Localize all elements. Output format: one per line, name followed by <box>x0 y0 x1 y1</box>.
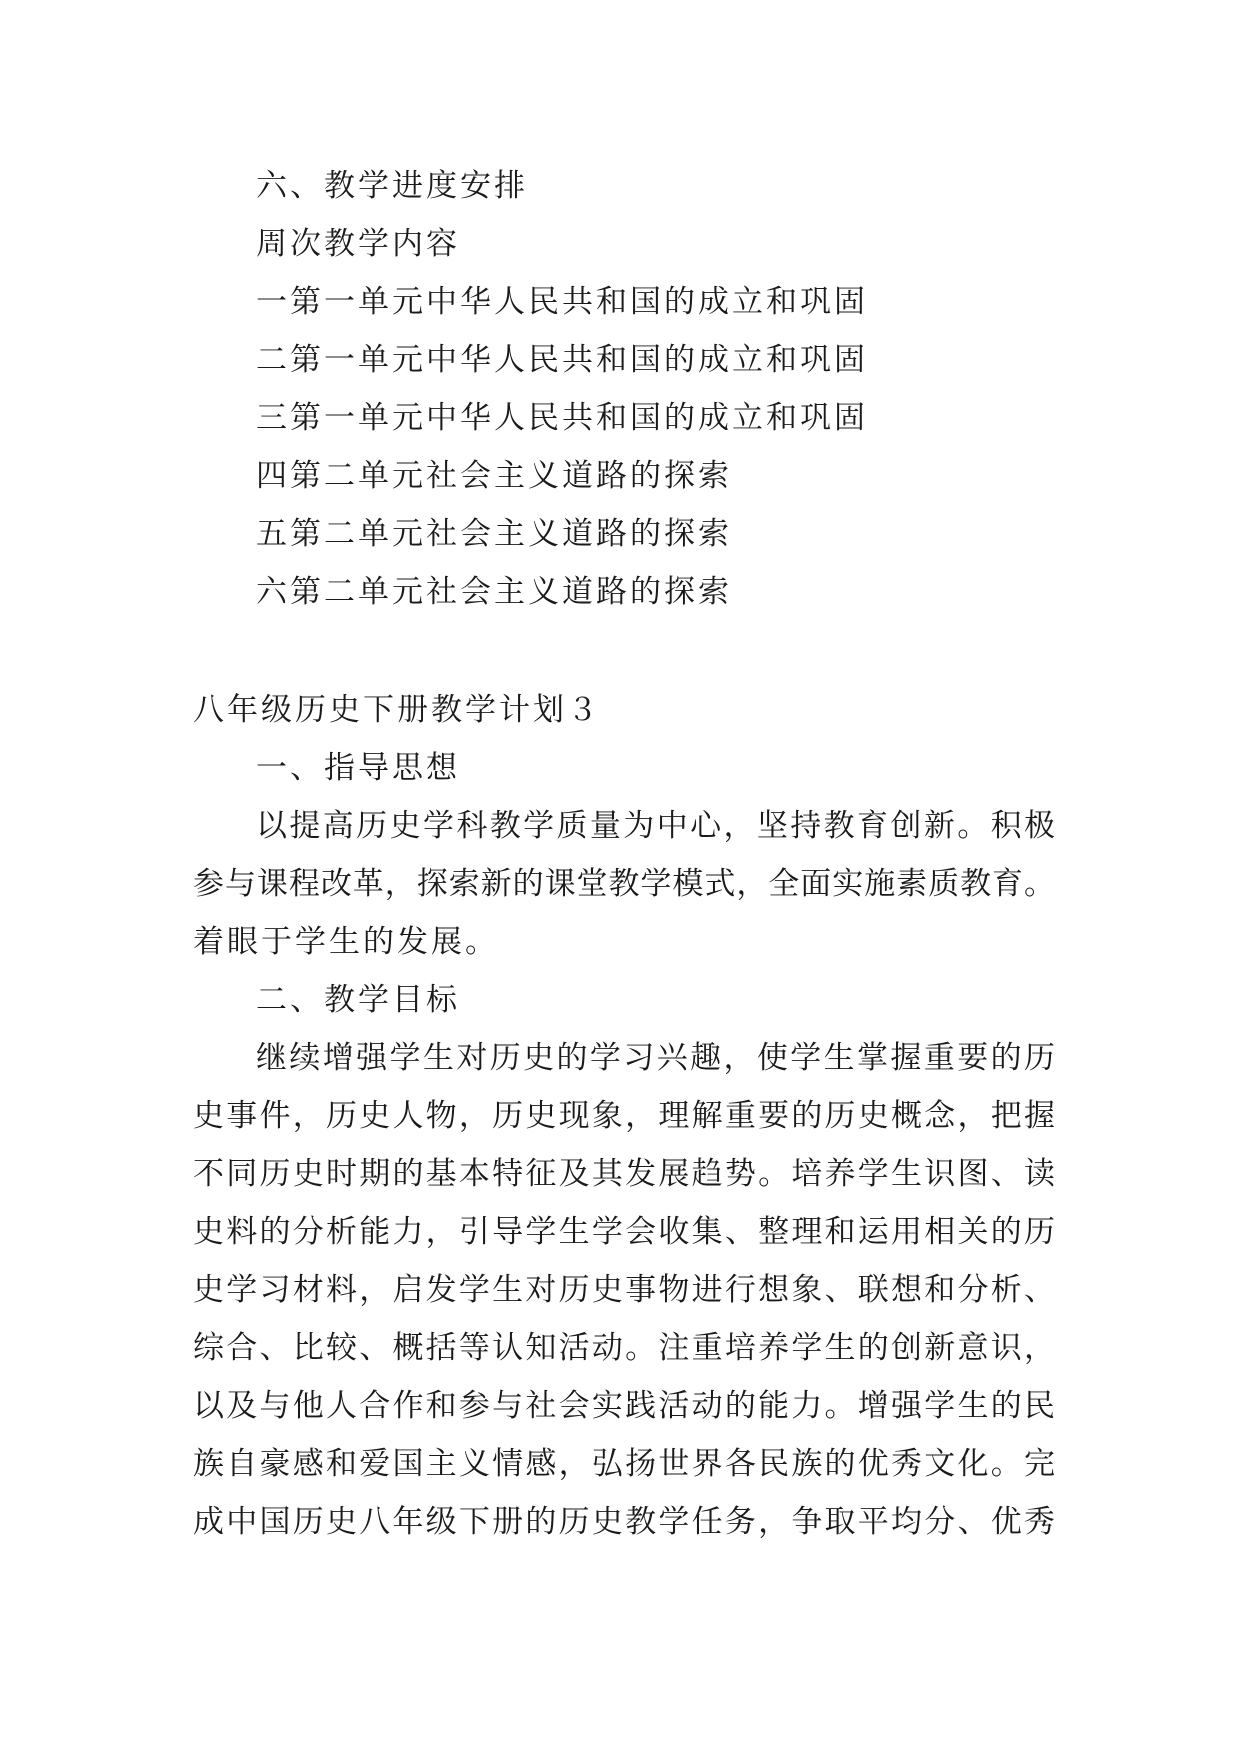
paragraph-line: 继续增强学生对历史的学习兴趣，使学生掌握重要的历 <box>256 1040 1055 1076</box>
schedule-row: 三第一单元中华人民共和国的成立和巩固 <box>256 400 868 436</box>
paragraph-line: 史学习材料，启发学生对历史事物进行想象、联想和分析、 <box>193 1272 1055 1308</box>
paragraph-line: 以提高历史学科教学质量为中心，坚持教育创新。积极 <box>256 808 1055 844</box>
paragraph-line: 综合、比较、概括等认知活动。注重培养学生的创新意识， <box>193 1330 1055 1366</box>
schedule-row: 五第二单元社会主义道路的探索 <box>256 516 732 552</box>
schedule-row: 四第二单元社会主义道路的探索 <box>256 458 732 494</box>
schedule-table-header: 周次教学内容 <box>256 226 460 262</box>
paragraph-line: 以及与他人合作和参与社会实践活动的能力。增强学生的民 <box>193 1388 1055 1424</box>
schedule-row: 二第一单元中华人民共和国的成立和巩固 <box>256 342 868 378</box>
schedule-row: 六第二单元社会主义道路的探索 <box>256 574 732 610</box>
schedule-heading: 六、教学进度安排 <box>256 168 528 204</box>
section-heading: 二、教学目标 <box>256 982 460 1018</box>
paragraph-line: 参与课程改革，探索新的课堂教学模式，全面实施素质教育。 <box>193 866 1055 902</box>
paragraph-line: 史料的分析能力，引导学生学会收集、整理和运用相关的历 <box>193 1214 1055 1250</box>
paragraph-line: 不同历史时期的基本特征及其发展趋势。培养学生识图、读 <box>193 1156 1055 1192</box>
paragraph-line: 族自豪感和爱国主义情感，弘扬世界各民族的优秀文化。完 <box>193 1446 1055 1482</box>
paragraph-line: 着眼于学生的发展。 <box>193 924 499 960</box>
schedule-row: 一第一单元中华人民共和国的成立和巩固 <box>256 284 868 320</box>
paragraph-line: 成中国历史八年级下册的历史教学任务，争取平均分、优秀 <box>193 1504 1055 1540</box>
paragraph-line: 史事件，历史人物，历史现象，理解重要的历史概念，把握 <box>193 1098 1055 1134</box>
plan-title: 八年级历史下册教学计划３ <box>193 692 601 728</box>
section-heading: 一、指导思想 <box>256 750 460 786</box>
